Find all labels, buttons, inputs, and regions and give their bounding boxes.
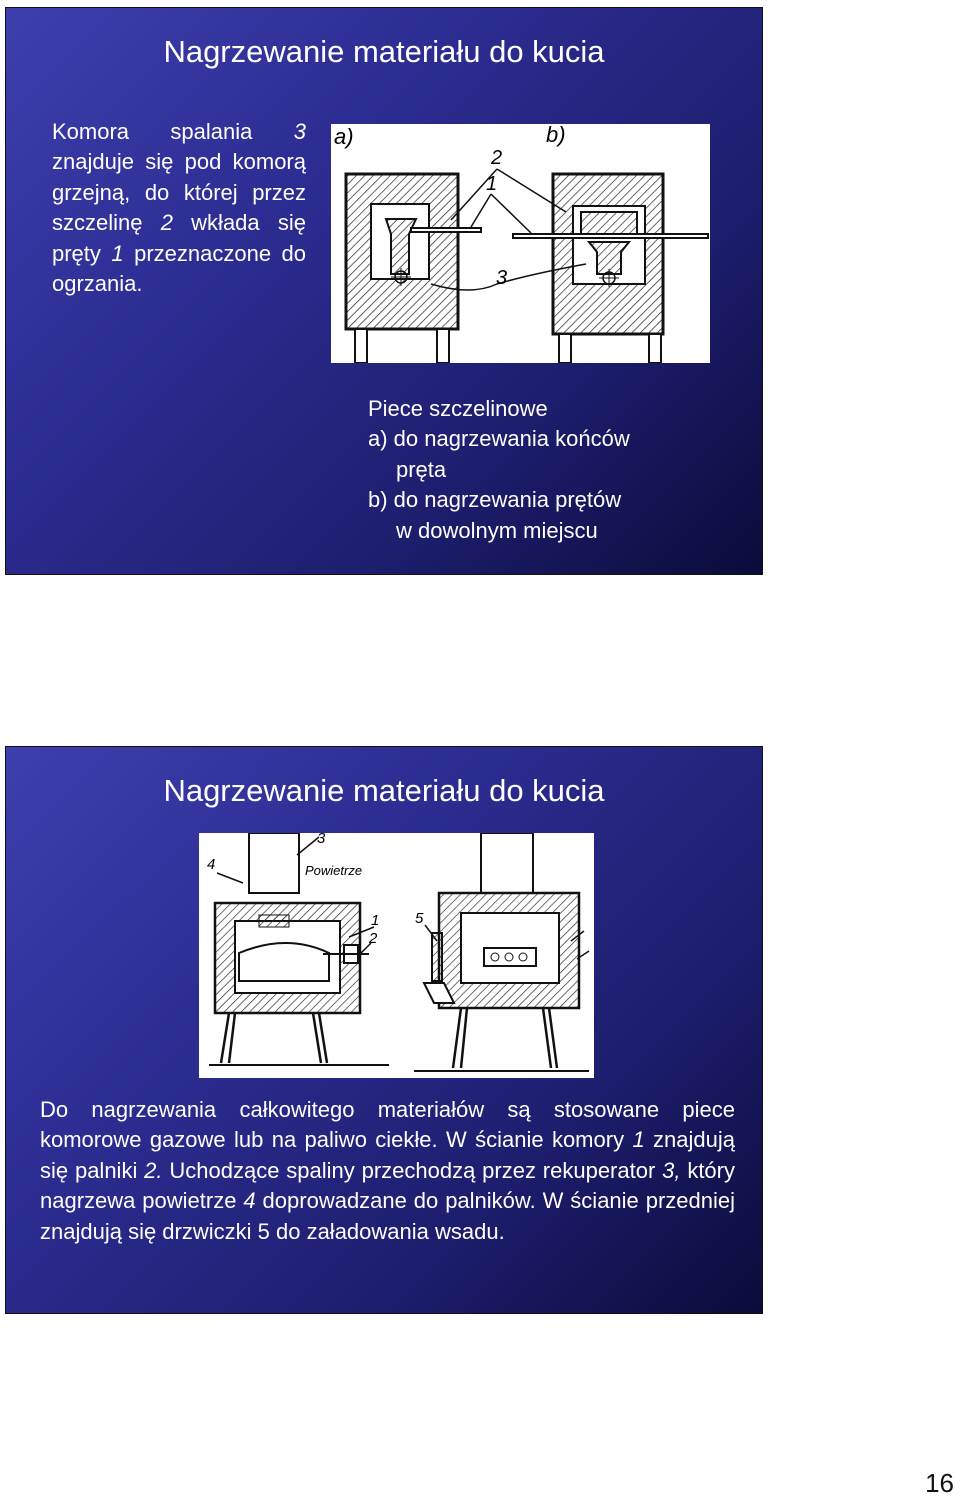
label-b: b) <box>546 124 566 147</box>
text-segment: 1 <box>632 1127 645 1153</box>
text-segment: 3 <box>293 119 306 144</box>
fig2-num-4: 4 <box>207 856 216 873</box>
text-segment: przeznaczone do ogrzania. <box>52 240 306 297</box>
text-segment: który nagrzewa powietrze <box>40 1157 735 1214</box>
caption-line-3: pręta <box>396 456 447 482</box>
page-number: 16 <box>925 1468 954 1498</box>
slide-1-body-text <box>52 117 306 299</box>
fig1-num-3: 3 <box>496 267 508 289</box>
slide-1 <box>5 7 763 575</box>
slide-1-title: Nagrzewanie materiału do kucia <box>163 34 605 69</box>
slide-2-body-text <box>40 1095 735 1247</box>
fig2-powietrze: Powietrze <box>305 863 363 878</box>
text-segment: 2 <box>160 210 173 236</box>
text-segment: 4 <box>243 1188 256 1214</box>
slide-2-title: Nagrzewanie materiału do kucia <box>163 773 605 808</box>
fig2-num-3: 3 <box>317 833 326 847</box>
fig1-num-2: 2 <box>491 147 503 169</box>
text-segment: znajduje się pod komorą grzejną, do której przez szczelinę <box>52 149 306 236</box>
text-segment: Uchodzące spaliny przechodzą przez rekuperator <box>162 1157 663 1183</box>
text-segment: doprowadzane do palników. W ścianie przedniej znajdują się drzwiczki 5 do załadowania wsadu. <box>40 1188 735 1244</box>
chamber-furnace-drawing <box>199 833 594 1078</box>
label-a: a) <box>334 124 354 149</box>
caption-line-4: b) do nagrzewania prętów <box>368 487 622 513</box>
text-segment: 1 <box>111 240 124 266</box>
fig2-num-2: 2 <box>369 930 378 947</box>
text-segment: Do nagrzewania całkowitego materiałów są stosowane piece komorowe gazowe lub na paliwo ciekłe. W ścianie komory <box>40 1097 735 1153</box>
text-segment: wkłada się pręty <box>52 210 306 266</box>
text-segment: znajdują się palniki <box>40 1127 735 1183</box>
caption-line-5: w dowolnym miejscu <box>396 517 598 543</box>
slot-furnace-drawing <box>331 124 710 363</box>
text-segment: 2. <box>144 1157 163 1183</box>
fig1-num-1: 1 <box>486 173 498 195</box>
slide-2 <box>5 746 763 1314</box>
chamber-furnace-diagram <box>199 833 594 1078</box>
caption-line-1: Piece szczelinowe <box>368 396 548 421</box>
figure-caption <box>368 394 678 546</box>
slot-furnace-diagram <box>331 124 710 363</box>
fig2-num-5: 5 <box>415 910 424 927</box>
text-segment: 3, <box>662 1157 681 1183</box>
fig2-num-1: 1 <box>371 912 380 929</box>
caption-line-2: a) do nagrzewania końców <box>368 426 630 452</box>
text-segment: Komora spalania <box>52 119 294 144</box>
